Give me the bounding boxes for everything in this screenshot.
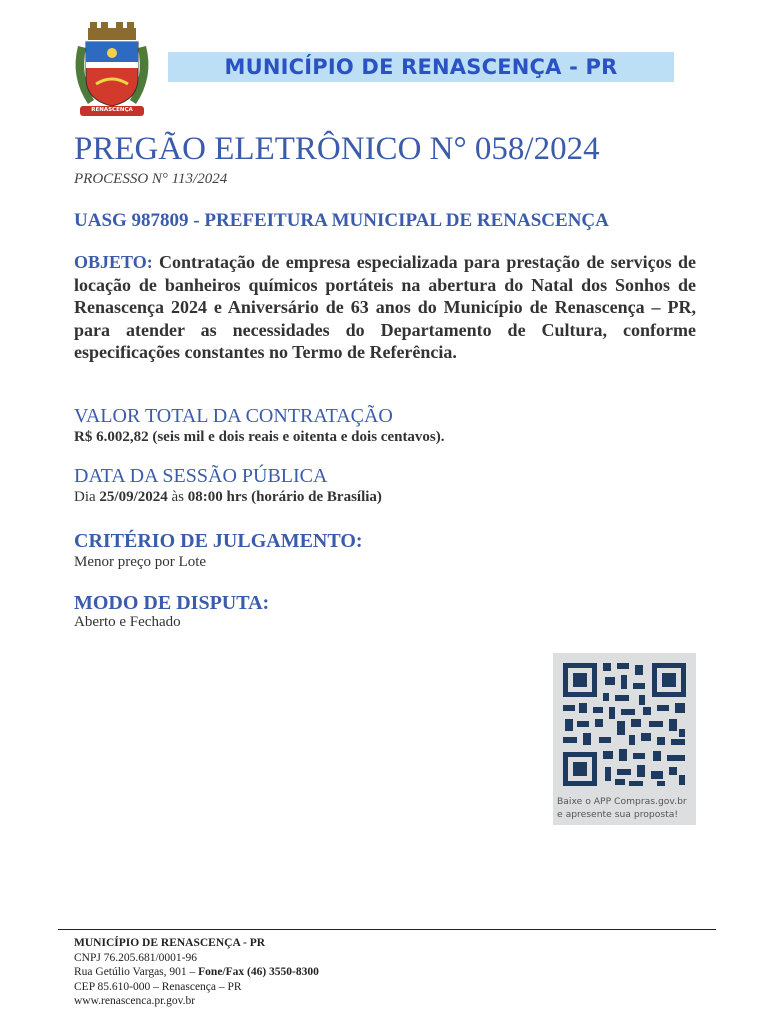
uasg-line: UASG 987809 - PREFEITURA MUNICIPAL DE RENASCENÇA <box>74 210 609 231</box>
crest-ribbon-label: RENASCENÇA <box>91 107 133 113</box>
footer-cnpj: CNPJ 76.205.681/0001-96 <box>74 951 197 964</box>
criterio-heading: CRITÉRIO DE JULGAMENTO: <box>74 530 363 552</box>
criterio-text: Menor preço por Lote <box>74 554 207 570</box>
data-mid: às <box>171 489 185 505</box>
objeto-text: Contratação de empresa especializada para prestação de serviços de locação de banheiros químicos portáteis na abertura do Natal dos Sonhos de Renascença 2024 e Aniversário de 63 anos do Município de Renascença – PR, para atender as necessidades do Departamento de Cultura, conforme especificações constantes no Termo de Referência. <box>74 252 697 362</box>
data-heading: DATA DA SESSÃO PÚBLICA <box>74 465 328 487</box>
valor-heading: VALOR TOTAL DA CONTRATAÇÃO <box>74 405 393 427</box>
modo-heading: MODO DE DISPUTA: <box>74 592 270 614</box>
qr-caption-line1: Baixe o APP Compras.gov.br <box>557 796 687 807</box>
valor-text: R$ 6.002,82 (seis mil e dois reais e oitenta e dois centavos). <box>74 429 445 445</box>
qr-code-block <box>553 653 696 825</box>
footer-address <box>74 965 319 980</box>
footer-divider <box>58 929 716 930</box>
data-date: 25/09/2024 <box>99 489 168 505</box>
data-prefix: Dia <box>74 489 96 505</box>
page-title: PREGÃO ELETRÔNICO N° 058/2024 <box>74 131 600 167</box>
footer-street: Rua Getúlio Vargas, 901 – <box>74 966 196 979</box>
qr-caption-line2: e apresente sua proposta! <box>557 809 679 820</box>
objeto-paragraph <box>74 251 696 364</box>
qr-caption <box>557 795 695 821</box>
footer-phone: Fone/Fax (46) 3550-8300 <box>198 966 319 979</box>
process-number: PROCESSO N° 113/2024 <box>74 171 228 187</box>
footer-cep: CEP 85.610-000 – Renascença – PR <box>74 980 242 993</box>
qr-code-icon <box>559 659 690 790</box>
footer-website: www.renascenca.pr.gov.br <box>74 995 196 1008</box>
data-time: 08:00 hrs (horário de Brasília) <box>187 489 382 505</box>
municipal-crest-logo <box>70 22 154 118</box>
modo-text: Aberto e Fechado <box>74 614 181 630</box>
footer <box>74 936 319 1009</box>
data-text <box>74 489 382 506</box>
footer-municipality: MUNICÍPIO DE RENASCENÇA - PR <box>74 937 266 949</box>
header-banner: MUNICÍPIO DE RENASCENÇA - PR <box>168 52 674 82</box>
objeto-label: OBJETO: <box>74 252 153 272</box>
